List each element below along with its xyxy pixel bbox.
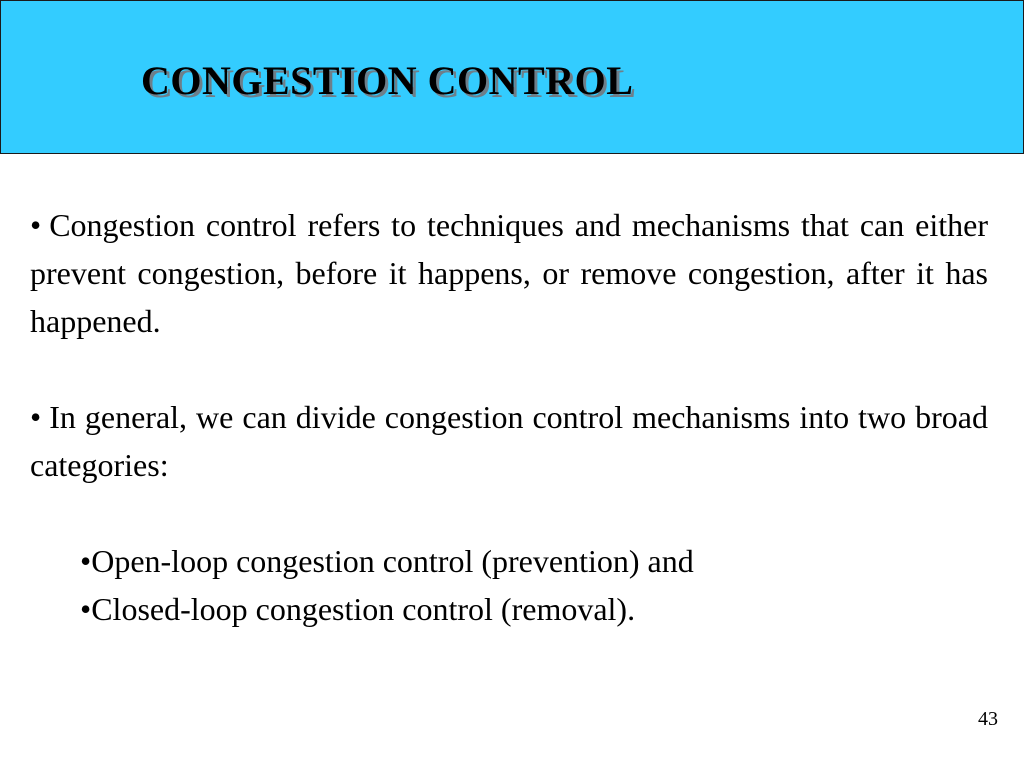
bullet-text-1: Congestion control refers to techniques and mechanisms that can either prevent congestion, before it happens, or remove congestion, after it has happened. [30,207,988,339]
page-number: 43 [978,708,998,730]
bullet-marker: • [30,399,42,435]
bullet-marker: • [30,207,42,243]
title-bar [0,0,1024,154]
category-list [80,537,694,633]
bullet-paragraph-2 [30,393,988,489]
slide-title: CONGESTION CONTROL [141,58,634,103]
list-item-closed-loop: •Closed-loop congestion control (removal). [80,591,636,627]
list-item-open-loop: •Open-loop congestion control (prevention) and [80,543,694,579]
bullet-text-2: In general, we can divide congestion control mechanisms into two broad categories: [30,399,988,483]
bullet-paragraph-1 [30,201,988,345]
